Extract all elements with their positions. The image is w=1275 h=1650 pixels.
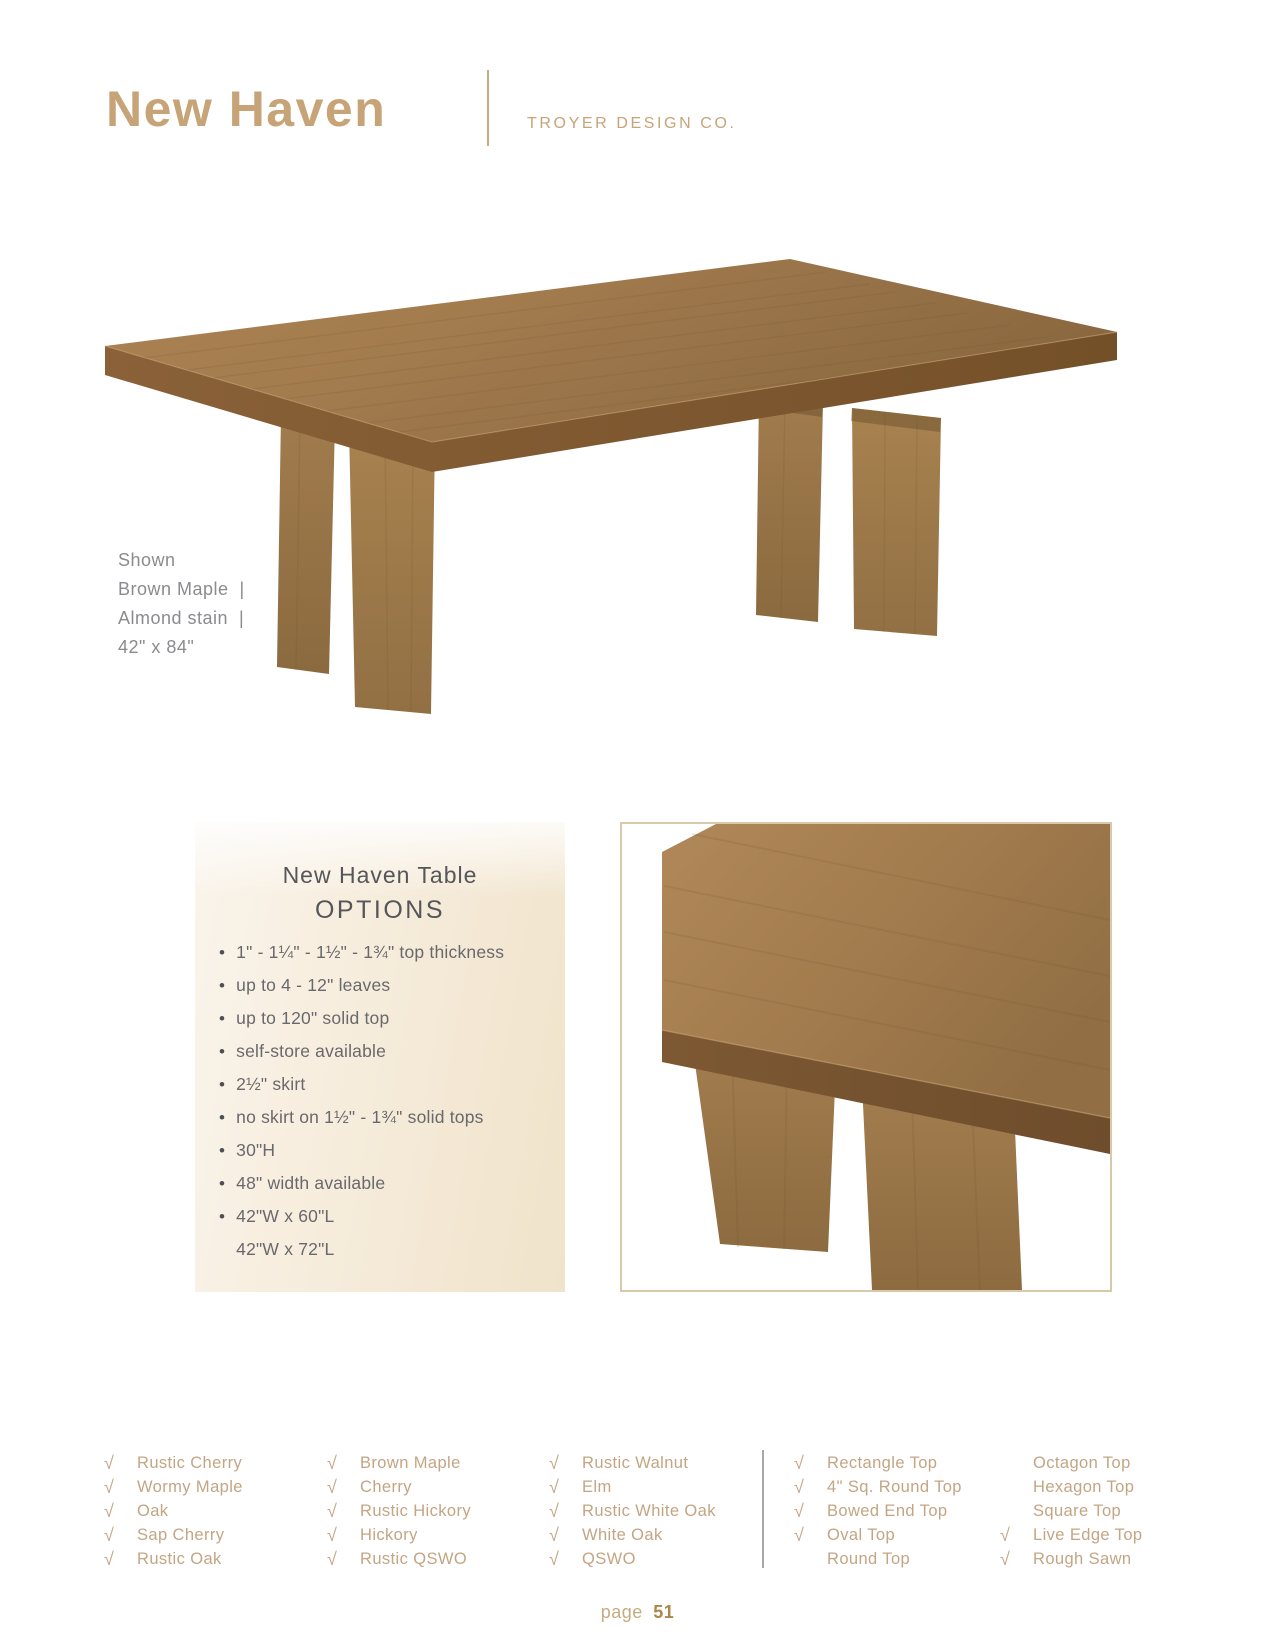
options-subtitle: OPTIONS (314, 896, 445, 924)
table-illustration (95, 246, 1130, 733)
bullet-icon: • (219, 976, 226, 995)
footer-option-label: Rustic White Oak (582, 1501, 716, 1520)
footer-option-label: Oak (137, 1501, 169, 1520)
check-icon: √ (104, 1453, 114, 1474)
footer-option-label: Rustic QSWO (360, 1549, 468, 1568)
footer-option-label: Wormy Maple (137, 1478, 243, 1497)
footer-option-label: Elm (582, 1478, 612, 1497)
options-title: New Haven Table (282, 862, 478, 888)
check-icon: √ (794, 1500, 804, 1521)
check-icon: √ (1000, 1548, 1010, 1569)
wood-species-column-2 (327, 1452, 471, 1571)
footer-option-row (794, 1452, 962, 1476)
footer-option-label: Hexagon Top (1033, 1478, 1135, 1497)
check-icon: √ (549, 1524, 559, 1545)
check-icon: √ (549, 1453, 559, 1474)
check-icon: √ (104, 1548, 114, 1569)
page-number: 51 (653, 1602, 675, 1622)
check-icon: √ (549, 1548, 559, 1569)
footer-option-label: Sap Cherry (137, 1525, 225, 1544)
footer-option-row (1000, 1523, 1142, 1547)
option-item-text: 2½" skirt (236, 1074, 306, 1094)
wood-species-column-3 (549, 1452, 716, 1571)
main-product-photo (95, 246, 1130, 733)
footer-option-row (549, 1547, 716, 1571)
top-shape-column-1 (794, 1452, 962, 1571)
footer-option-label: Square Top (1033, 1501, 1122, 1520)
check-icon: √ (1000, 1524, 1010, 1545)
shown-caption-line: 42" x 84" (118, 637, 195, 657)
footer-option-label: Rustic Walnut (582, 1454, 689, 1473)
footer-option-label: 4" Sq. Round Top (827, 1478, 962, 1497)
option-item (219, 1206, 565, 1227)
footer-option-row (549, 1452, 716, 1476)
check-icon: √ (104, 1524, 114, 1545)
option-item (219, 1074, 565, 1095)
footer-option-label: QSWO (582, 1549, 636, 1568)
footer-option-label: Rectangle Top (827, 1454, 938, 1473)
footer-option-label: Brown Maple (360, 1454, 461, 1473)
shown-caption (118, 546, 245, 662)
footer-option-row (1000, 1452, 1142, 1476)
check-icon: √ (327, 1453, 337, 1474)
page-footer (0, 1602, 1275, 1623)
options-list (219, 942, 565, 1260)
check-icon: √ (794, 1453, 804, 1474)
shown-caption-line: Almond stain | (118, 608, 245, 628)
table-corner-illustration (622, 824, 1110, 1290)
check-icon: √ (327, 1548, 337, 1569)
option-item (219, 1008, 565, 1029)
option-item-text: 30"H (236, 1140, 276, 1160)
check-icon: √ (549, 1477, 559, 1498)
footer-option-row (104, 1547, 243, 1571)
footer-option-label: Rustic Oak (137, 1549, 222, 1568)
check-icon: √ (104, 1477, 114, 1498)
page-label: page (600, 1602, 643, 1622)
page-title: New Haven (106, 81, 387, 137)
option-item-text: up to 4 - 12" leaves (236, 975, 391, 995)
detail-product-photo (620, 822, 1112, 1292)
option-item-text: 48" width available (236, 1173, 386, 1193)
bullet-icon: • (219, 1009, 226, 1028)
footer-option-row (104, 1452, 243, 1476)
bullet-icon: • (219, 1042, 226, 1061)
shown-caption-line: Shown (118, 550, 176, 570)
footer-option-row (794, 1476, 962, 1500)
bullet-icon: • (219, 1174, 226, 1193)
check-icon: √ (327, 1477, 337, 1498)
bullet-icon: • (219, 943, 226, 962)
check-icon: √ (327, 1524, 337, 1545)
footer-option-row (549, 1476, 716, 1500)
footer-option-row (327, 1523, 471, 1547)
option-item (219, 1140, 565, 1161)
options-panel (195, 822, 565, 1292)
option-item (219, 1173, 565, 1194)
footer-option-row (1000, 1476, 1142, 1500)
bullet-icon: • (219, 1141, 226, 1160)
wood-species-column-1 (104, 1452, 243, 1571)
footer-option-label: Hickory (360, 1525, 418, 1544)
column-divider (762, 1450, 764, 1568)
check-icon: √ (794, 1477, 804, 1498)
footer-option-row (327, 1476, 471, 1500)
footer-option-label: White Oak (582, 1525, 663, 1544)
bullet-icon: • (219, 1075, 226, 1094)
option-item-text: 1" - 1¼" - 1½" - 1¾" top thickness (236, 942, 505, 962)
option-item-text: no skirt on 1½" - 1¾" solid tops (236, 1107, 484, 1127)
check-icon: √ (549, 1500, 559, 1521)
option-item (219, 942, 565, 963)
footer-option-label: Rustic Cherry (137, 1454, 243, 1473)
footer-option-label: Cherry (360, 1478, 412, 1497)
footer-option-row (327, 1452, 471, 1476)
footer-option-row (794, 1523, 962, 1547)
footer-option-row (104, 1500, 243, 1524)
option-item (219, 975, 565, 996)
footer-option-row (549, 1523, 716, 1547)
footer-option-label: Rough Sawn (1033, 1549, 1132, 1568)
option-item-continuation (219, 1239, 565, 1260)
option-item-text: self-store available (236, 1041, 387, 1061)
check-icon: √ (104, 1500, 114, 1521)
shown-caption-line: Brown Maple | (118, 579, 245, 599)
footer-option-row (794, 1500, 962, 1524)
footer-option-row (327, 1547, 471, 1571)
footer-option-row (1000, 1547, 1142, 1571)
footer-option-row (327, 1500, 471, 1524)
check-icon: √ (327, 1500, 337, 1521)
top-shape-column-2 (1000, 1452, 1142, 1571)
option-item (219, 1041, 565, 1062)
footer-option-row (1000, 1500, 1142, 1524)
footer-option-row (549, 1500, 716, 1524)
footer-option-label: Round Top (827, 1549, 911, 1568)
footer-option-label: Rustic Hickory (360, 1501, 472, 1520)
footer-option-row (104, 1523, 243, 1547)
footer-option-label: Live Edge Top (1033, 1525, 1143, 1544)
option-item (219, 1107, 565, 1128)
option-item-text: 42"W x 72"L (236, 1239, 335, 1259)
brand-name: TROYER DESIGN CO. (527, 115, 737, 132)
footer-option-label: Bowed End Top (827, 1501, 948, 1520)
check-icon: √ (794, 1524, 804, 1545)
header-divider (487, 70, 489, 146)
footer-lists (0, 1450, 1275, 1580)
option-item-text: up to 120" solid top (236, 1008, 390, 1028)
footer-option-row (794, 1547, 962, 1571)
footer-option-label: Octagon Top (1033, 1454, 1131, 1473)
bullet-icon: • (219, 1108, 226, 1127)
bullet-icon: • (219, 1207, 226, 1226)
option-item-text: 42"W x 60"L (236, 1206, 335, 1226)
footer-option-row (104, 1476, 243, 1500)
footer-option-label: Oval Top (827, 1525, 896, 1544)
